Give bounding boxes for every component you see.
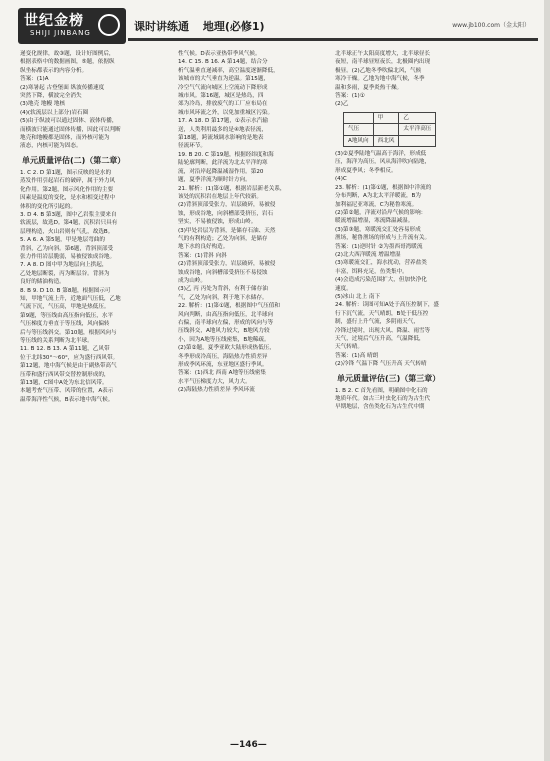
- text-line: 后与等压线斜交。第10题，根据风向与: [20, 329, 117, 336]
- text-line: 夜短，南半球昼短夜长，北极圈内出现: [335, 59, 431, 66]
- text-line: 制，盛行上升气流，多阴雨天气，: [335, 319, 419, 326]
- text-line: 风向判断，由高压指向低压，北半球向: [178, 311, 274, 318]
- text-line: 压带和盛行西风带交替控制形成的，: [20, 371, 110, 378]
- page-edge-shadow: [544, 0, 550, 761]
- text-line: 第12题，地中海气候是由于副热带高气: [20, 363, 117, 370]
- text-line: (4)会造成污染范围扩大，但加快净化: [335, 277, 427, 284]
- text-line: 22. 解析：(1)第①题，根据图中气压值和: [178, 303, 280, 310]
- text-line: (3)乙 丙 丙处为背斜，有利于储存油: [178, 286, 268, 293]
- text-line: 水平气压梯度力大，风力大。: [178, 378, 251, 385]
- text-line: 11. B 12. B 13. A 第11题，乙风带: [20, 346, 110, 353]
- text-line: 7. A 8. D 图中甲为地层向上拱起，: [20, 262, 108, 269]
- text-line: 根据表格中的数据画图，⑤题，依据纵: [20, 59, 115, 66]
- text-line: 乙处地层断裂，丙为断层谷。背斜为: [20, 270, 110, 277]
- text-line: (3)地壳 地幔 地核: [20, 101, 66, 108]
- text-line: (2)北大西洋暖流 增温增湿: [335, 251, 401, 258]
- text-line: 行下沉气流，天气晴朗，B处于低压控: [335, 310, 429, 317]
- brand-pinyin: SHIJI JINBANG: [30, 29, 91, 37]
- text-line: 24. 解析：读图可知A处于高压控制下，盛: [335, 302, 440, 309]
- text-line: 答案：(1)①: [335, 93, 365, 100]
- text-line: (2)寒暑起 古登堡面 纵波传播速度: [20, 84, 105, 91]
- text-line: 19. B 20. C 第19题，根据经纬度和海: [178, 151, 274, 158]
- text-line: 该处的沉积岩在地层上年代较新。: [178, 193, 262, 200]
- text-line: (3)寒暖流交汇，海水扰动，营养盐类: [335, 260, 427, 267]
- text-line: 小，因为A地等压线密集，B地稀疏。: [178, 336, 270, 343]
- text-line: 递变化规律，故③题，设计好图例后，: [20, 51, 115, 57]
- text-line: (2)乙: [335, 101, 349, 108]
- text-line: 第13题，C图中A处为东北信风带。: [20, 380, 108, 387]
- text-line: 城市风环流之外，以免加重城区污染。: [178, 109, 274, 116]
- text-line: 蚀，形成谷地，向斜槽部受挤压，岩石: [178, 210, 274, 217]
- text-line: 形成夏季风；冬季相反。: [335, 167, 397, 174]
- text-line: 8. B 9. D 10. B 第8题，根据图示可: [20, 287, 111, 294]
- text-line: 天气转晴。: [335, 344, 363, 351]
- text-line: 地下水的良好构造。: [178, 244, 229, 251]
- text-line: 突然下降，横波完全消失: [20, 93, 82, 100]
- text-line: 径流环节。: [178, 143, 206, 150]
- text-line: 5. A 6. A 第5题，甲是地层弯曲的: [20, 237, 105, 244]
- text-line: 答案：(1)西北 西南 A地等压线密集: [178, 370, 267, 377]
- text-line: 答案：(1)逆时针 ②为墨西哥湾暖流: [335, 243, 423, 250]
- text-line: 气压梯度力垂直于等压线，风向偏转: [20, 321, 110, 328]
- text-line: 分布判断，A为北太平洋暖流，B为: [335, 193, 421, 200]
- table-cell: 气压: [344, 124, 374, 135]
- text-line: 蚀成谷地，向斜槽部受挤压不易侵蚀: [178, 269, 268, 276]
- text-line: 蒸发作用引起岩石的破碎，属于外力风: [20, 178, 116, 185]
- answer-table: [343, 112, 436, 147]
- text-line: 3. D 4. B 第3题，图中乙岩浆主要来自: [20, 211, 117, 218]
- table-cell: A地风向: [344, 135, 374, 146]
- text-line: 性气候。D表示亚热带季风气候。: [178, 51, 261, 57]
- text-line: 1. C 2. D 第1题，图示反映的是水的: [20, 169, 112, 176]
- text-line: 郊为冷岛，排放废气的工厂应布局在: [178, 101, 268, 108]
- table-cell: [344, 112, 374, 123]
- table-cell: 西北风: [373, 135, 399, 146]
- text-line: 析气温垂直递减率，高空温度逐渐降低，: [178, 67, 279, 74]
- text-line: (3)甲处岩层为背斜，是储存石油、天然: [178, 227, 276, 234]
- col1-part-a: [20, 50, 166, 151]
- column-2: [178, 50, 324, 395]
- text-line: 答案：(1)背斜 向斜: [178, 252, 227, 259]
- text-line: 知，甲地气流上升，近地面气压低，乙地: [20, 295, 121, 302]
- text-line: 软流层，故选D。第4题，沉积岩只具有: [20, 220, 118, 227]
- text-line: 液态，内核可能为固态。: [20, 143, 82, 150]
- text-line: 成为山岭。: [178, 277, 206, 284]
- column-3: [335, 50, 517, 412]
- text-line: 极昼。(2)乙地冬季吹偏北风，气候: [335, 67, 422, 74]
- text-line: (2)海陆热力性质差异 季风环流: [178, 387, 255, 394]
- text-line: 而横波只能通过固体传播，因此可以判断: [20, 126, 121, 133]
- text-line: 化作用。第2题，图示风化作用的主要: [20, 186, 114, 193]
- text-line: 加利福尼亚寒流，C为秘鲁寒流。: [335, 201, 418, 208]
- text-line: (2)冷锋 气温下降 气压升高 天气转晴: [335, 361, 427, 368]
- table-cell: 太平洋高压: [399, 124, 436, 135]
- text-line: 速度。: [335, 285, 352, 292]
- header-rule: [128, 38, 538, 41]
- table-cell: [399, 135, 436, 146]
- text-line: (3)第③题，寒暖流交汇处容易形成: [335, 226, 421, 233]
- text-line: 压，海洋为高压，风从海洋吹向陆地，: [335, 159, 431, 166]
- text-line: 右偏，南半球向左偏，形成的风向与等: [178, 320, 274, 326]
- text-line: 压线斜交，A地风力较大，B地风力较: [178, 328, 270, 335]
- website: www.jb100.com（金太阳）: [452, 22, 530, 29]
- series-title: 课时讲练通: [134, 20, 189, 33]
- text-line: 本题考查气压带、风带的位置，A表示: [20, 388, 114, 395]
- text-line: 位于北纬30°～60°，应为盛行西风带。: [20, 354, 119, 361]
- text-line: 良好的储油构造。: [20, 279, 65, 286]
- subject-title: 地理(必修1): [202, 20, 265, 33]
- col1-part-b: [20, 169, 166, 404]
- column-1: [20, 50, 166, 404]
- text-line: 渔场，秘鲁渔场的形成与上升流有关。: [335, 235, 431, 242]
- text-line: 送，人类利用最多的是④地表径流，: [178, 126, 267, 133]
- page-header: [18, 8, 538, 48]
- text-line: 该城市的大气垂直为逆温。第15题，: [178, 76, 270, 83]
- page-number: —146—: [230, 740, 267, 750]
- text-line: 冷空气气流向城区上空流动下降形成: [178, 84, 268, 91]
- table-cell: 乙: [399, 112, 436, 123]
- text-line: 早期地层，含鱼类化石为古生代中期: [335, 404, 425, 411]
- header-title: [134, 18, 265, 34]
- text-line: (3)②夏季陆地气温高于海洋，形成低: [335, 151, 427, 158]
- text-line: 地壳和地幔都是固体，而外核可能为: [20, 135, 110, 142]
- text-line: 21. 解析：(1)第①题，根据岩层新老关系，: [178, 185, 286, 192]
- text-line: 地质年代。如古三叶虫化石的为古生代: [335, 396, 431, 403]
- table-row: [344, 135, 436, 146]
- text-line: 17. A 18. D 第17题，①表示水汽输: [178, 118, 268, 125]
- text-line: 陆轮廓判断，此洋流为北太平洋的寒: [178, 160, 268, 167]
- text-line: 1. B 2. C 首先看图，明确图中化石的: [335, 387, 428, 394]
- text-line: 背斜，乙为向斜。第6题，背斜顶部受: [20, 245, 114, 252]
- text-line: (5)由于纵波可以通过固体、液体传播，: [20, 118, 118, 125]
- text-line: (4)(软流层以上部分)岩石圈: [20, 109, 89, 116]
- text-line: 题，夏季洋流为顺时针方向。: [178, 177, 251, 184]
- text-line: 冷锋过境时，出现大风、降温、雨雪等: [335, 327, 431, 334]
- table-row: [344, 124, 436, 135]
- eye-icon: [98, 14, 120, 36]
- text-line: 坚实，不易被侵蚀，形成山岭。: [178, 219, 257, 226]
- section-heading: 单元质量评估(三)（第三章）: [337, 373, 441, 383]
- text-line: 冬季形成冷高压，海陆热力性质差异: [178, 353, 268, 360]
- text-line: 气的有利构造；乙处为向斜，是储存: [178, 235, 268, 242]
- text-line: 第9题，等压线由高压指向低压，水平: [20, 312, 114, 319]
- text-line: (4)C: [335, 176, 347, 183]
- text-line: 层理构造，火山岩则有气孔，故选B。: [20, 228, 114, 235]
- text-line: 答案：(1)高 晴朗: [335, 352, 379, 359]
- text-line: 北半球正午太阳高度增大，北半球昼长: [335, 51, 431, 57]
- text-line: 体积的变化所引起的。: [20, 203, 76, 210]
- text-line: 第18题，跨流域调水影响的是地表: [178, 135, 264, 142]
- brand-name: 世纪金榜: [24, 13, 84, 29]
- text-line: 14. C 15. B 16. A 第14题，结合分: [178, 59, 268, 66]
- text-line: (2)第②题，洋流对沿岸气候的影响：: [335, 209, 427, 216]
- text-line: 温和多雨，夏季炎热干燥。: [335, 84, 403, 91]
- table-header-row: [344, 112, 436, 123]
- text-line: (5)冰山 北上 南下: [335, 293, 381, 300]
- text-line: 气，乙处为向斜，利于地下水储存。: [178, 294, 268, 301]
- text-line: 等压线的关系判断为北半球。: [20, 338, 93, 344]
- text-line: 暖流增温增湿，寒流降温减湿。: [335, 218, 414, 225]
- text-line: 天气，过境后气压升高，气温降低，: [335, 336, 425, 342]
- text-line: 答案：(1)A: [20, 76, 49, 83]
- text-line: 气流下沉，气压高，甲地是热低压。: [20, 304, 110, 311]
- text-line: 寒冷干燥。乙地为地中海气候，冬季: [335, 76, 425, 83]
- text-line: 丰富，饵料充足，鱼类集中。: [335, 268, 408, 275]
- text-line: 温带海洋性气候，B表示地中海气候。: [20, 396, 114, 403]
- text-line: 流，对沿岸起降温减湿作用。第20: [178, 168, 264, 175]
- text-line: 23. 解析：(1)第①题，根据图中洋流的: [335, 184, 432, 191]
- text-line: (2)背斜顶部受张力，岩层破碎，易被侵: [178, 261, 276, 268]
- text-line: 纵坐标都表示的内容分析。: [20, 67, 88, 74]
- text-line: (2)背斜顶部受张力，岩层破碎，易被侵: [178, 202, 276, 209]
- table-cell: [373, 124, 399, 135]
- text-line: 形成季风环流，东亚地区盛行季风。: [178, 362, 268, 369]
- table-cell: 甲: [373, 112, 399, 123]
- text-line: 城市风。第16题，城区是热岛，四: [178, 93, 264, 100]
- text-line: (2)第②题，夏季亚欧大陆形成热低压，: [178, 345, 275, 352]
- text-line: 因素是温度的变化，是水和相变过程中: [20, 195, 116, 202]
- section-heading: 单元质量评估(二)（第二章）: [22, 155, 126, 165]
- text-line: 张力作用岩层脆弱，易被侵蚀成谷地。: [20, 253, 116, 260]
- brand-logo: [18, 8, 126, 44]
